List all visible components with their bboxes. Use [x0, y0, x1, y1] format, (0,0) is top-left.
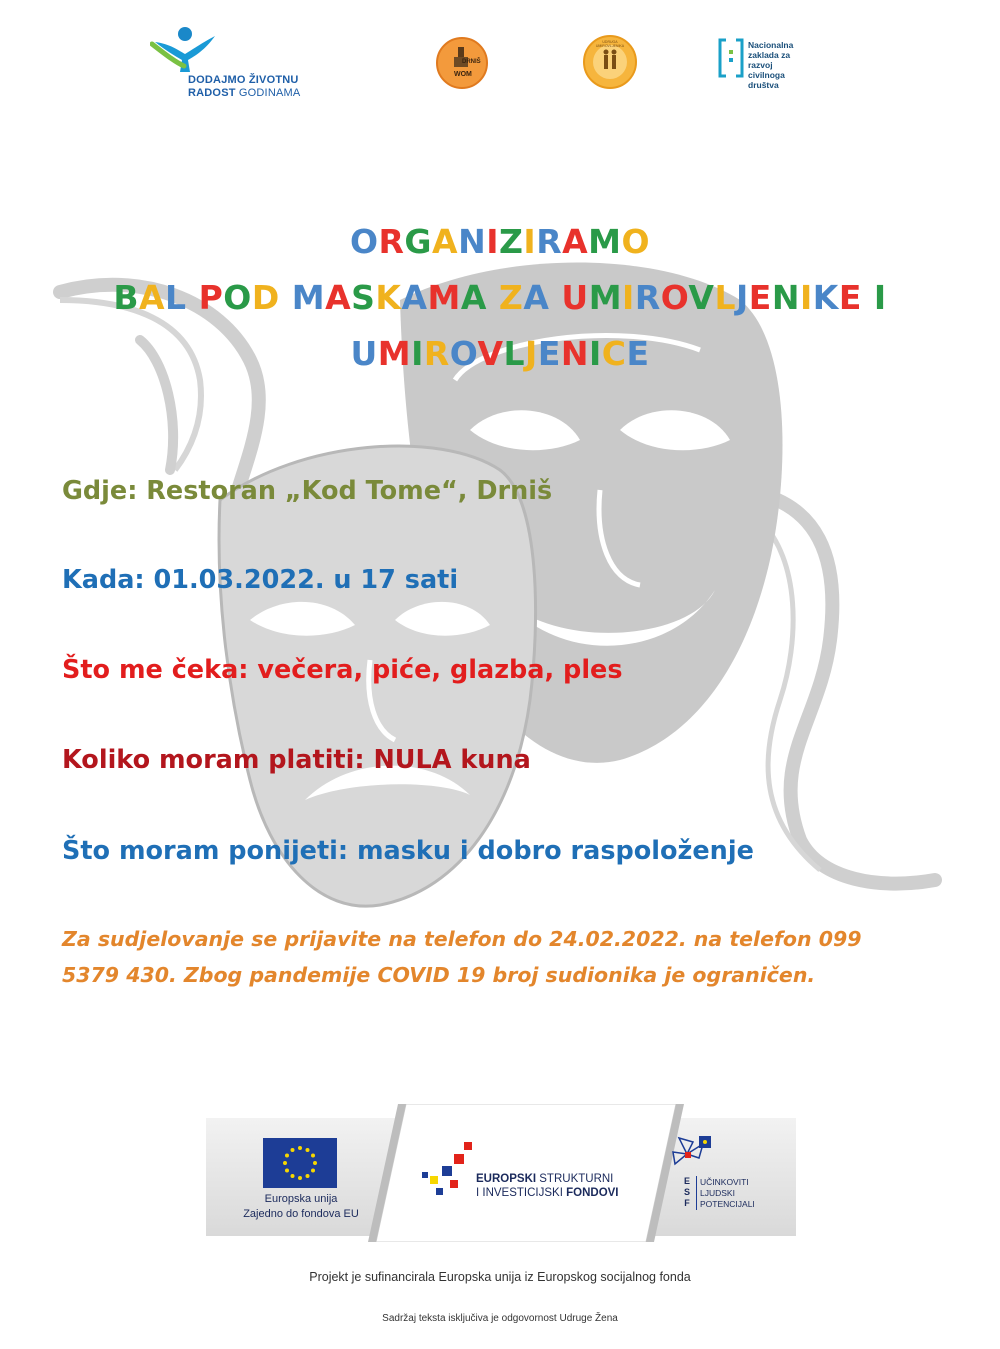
esf-divider [696, 1176, 697, 1210]
esif-line2b: FONDOVI [566, 1187, 619, 1199]
title-line-2-text: BAL POD MASKAMA ZA UMIROVLJENIKE I [113, 278, 887, 317]
info-where: Gdje: Restoran „Kod Tome“, Drniš [62, 476, 553, 506]
logo1-line1: DODAJMO ŽIVOTNU [188, 74, 299, 86]
esif-line1b: STRUKTURNI [539, 1173, 614, 1185]
esif-line1a: EUROPSKI [476, 1173, 540, 1185]
logo-nacionalna-zaklada [718, 38, 794, 90]
nzrcd-line-1: Nacionalna [748, 40, 794, 50]
title-line-3-text: UMIROVLJENICE [350, 334, 650, 373]
logo2-text1: DRNIŠ [462, 59, 481, 65]
esif-squares-icon [420, 1140, 484, 1198]
bracket-logo-icon [718, 38, 744, 78]
info-what-to-bring: Što moram ponijeti: masku i dobro raspoloženje [62, 836, 754, 866]
esf-letter-f: F [684, 1198, 690, 1208]
info-what-to-expect: Što me čeka: večera, piće, glazba, ples [62, 655, 623, 685]
eu-label-line-2: Zajedno do fondova EU [243, 1208, 359, 1220]
eu-flag-icon [263, 1138, 337, 1188]
logo-dodajmo-zivotnu-radost [150, 24, 300, 100]
esf-letter-s: S [683, 1187, 690, 1197]
logo1-line2a: RADOST [188, 87, 239, 99]
ulp-line-3: POTENCIJALI [700, 1199, 755, 1209]
title-line-1 [0, 222, 1000, 261]
logo-udruga-umirovljenika [583, 35, 637, 89]
nzrcd-line-3: razvoj [748, 60, 773, 70]
esf-letter-e: E [683, 1176, 690, 1186]
nzrcd-line-5: društva [748, 80, 779, 90]
nzrcd-line-2: zaklada za [748, 50, 791, 60]
registration-note-line-1: Za sudjelovanje se prijavite na telefon do 24.02.2022. na telefon 099 [62, 927, 862, 951]
title-line-3 [0, 334, 1000, 373]
logo2-text2: WOM [454, 71, 472, 78]
ulp-line-1: UČINKOVITI [700, 1177, 749, 1187]
eu-funding-banner [206, 1104, 796, 1242]
title-line-1-text: ORGANIZIRAMO [349, 222, 651, 261]
ulp-line-2: LJUDSKI [700, 1188, 735, 1198]
logo3-text: UDRUGA UMIROVLJENIKA [595, 40, 625, 48]
esif-line2a: I INVESTICIJSKI [476, 1187, 567, 1199]
nzrcd-line-4: civilnoga [748, 70, 785, 80]
eu-label-line-1: Europska unija [264, 1193, 338, 1205]
info-cost: Koliko moram platiti: NULA kuna [62, 745, 531, 775]
esf-pinwheel-icon [669, 1134, 723, 1174]
footer-disclaimer: Sadržaj teksta isključiva je odgovornost Udruge Žena [382, 1313, 618, 1324]
registration-note [62, 921, 962, 993]
registration-note-line-2: 5379 430. Zbog pandemije COVID 19 broj sudionika je ograničen. [62, 963, 816, 987]
title-line-2 [0, 278, 1000, 317]
logo1-line2b: GODINAMA [238, 87, 301, 99]
footer-funding-statement: Projekt je sufinancirala Europska unija iz Europskog socijalnog fonda [309, 1270, 691, 1284]
person-figure-icon [150, 24, 220, 72]
info-when: Kada: 01.03.2022. u 17 sati [62, 565, 459, 595]
logo-drnis-wom [436, 37, 488, 89]
